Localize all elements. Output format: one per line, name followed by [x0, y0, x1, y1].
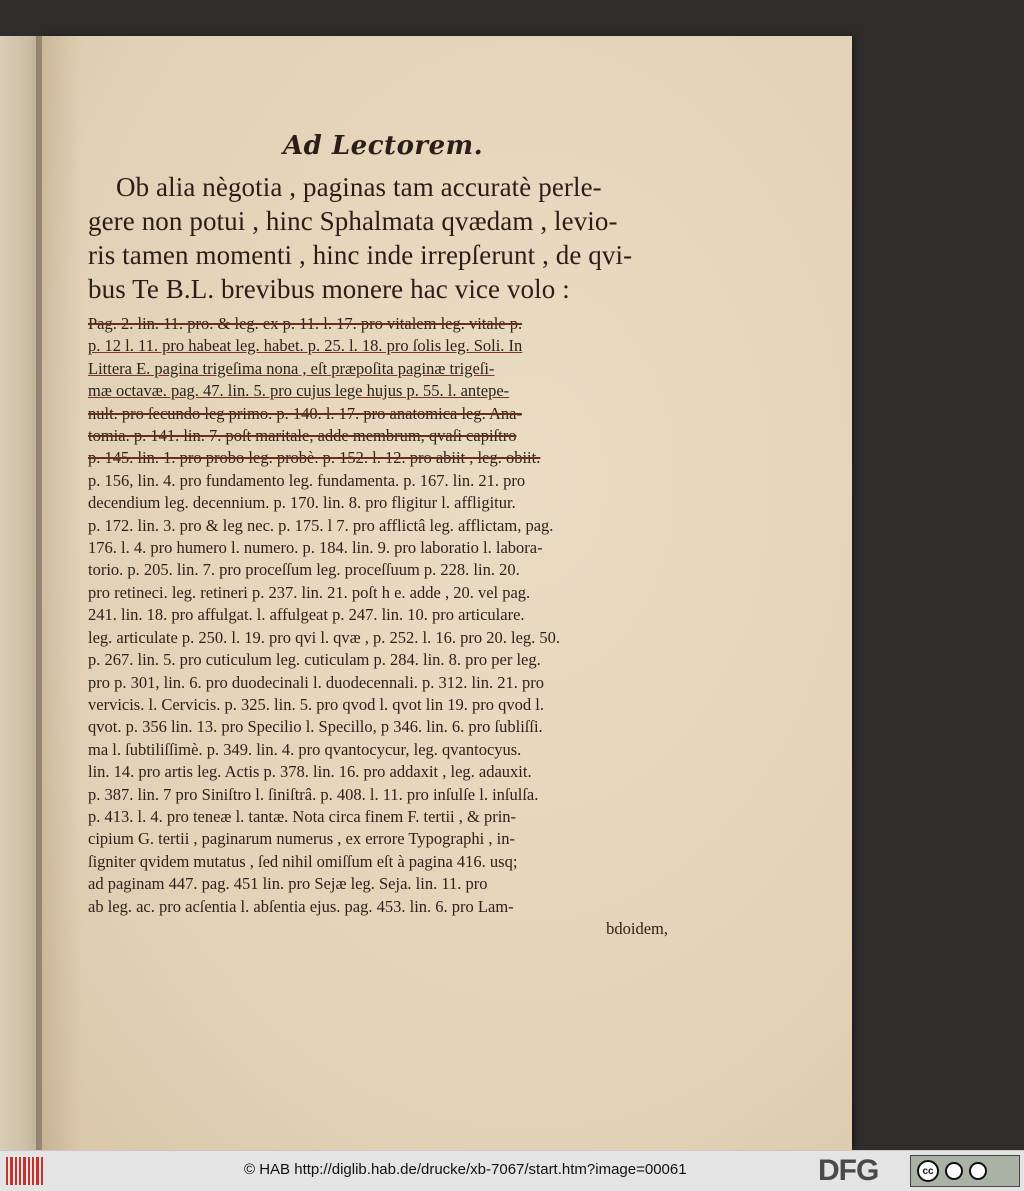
cc-icon: cc: [917, 1160, 939, 1182]
errata-line: nult. pro ſecundo leg primo. p. 140. l. 17. pro anatomica leg. Ana-: [88, 403, 522, 423]
errata-line: Littera E. pagina trigeſima nona , eſt præpoſita paginæ trigeſi-: [88, 358, 495, 378]
errata-line: p. 12 l. 11. pro habeat leg. habet. p. 25. l. 18. pro ſolis leg. Soli. In: [88, 336, 523, 356]
errata-line: p. 156, lin. 4. pro fundamento leg. fundamenta. p. 167. lin. 21. pro: [88, 470, 526, 490]
source-link[interactable]: © HAB http://diglib.hab.de/drucke/xb-7067/start.htm?image=00061: [244, 1161, 687, 1178]
barcode-icon: [6, 1157, 46, 1185]
errata-line: ma l. ſubtiliſſimè. p. 349. lin. 4. pro qvantocycur, leg. qvantocyus.: [88, 739, 522, 759]
sa-icon: [969, 1162, 987, 1180]
errata-line: p. 172. lin. 3. pro & leg nec. p. 175. l 7. pro afflictâ leg. afflictam, pag.: [88, 515, 554, 535]
by-icon: [945, 1162, 963, 1180]
errata-line: leg. articulate p. 250. l. 19. pro qvi l. qvæ , p. 252. l. 16. pro 20. leg. 50.: [88, 627, 561, 647]
errata-line-catchword: bdoidem,: [606, 918, 668, 938]
intro-line: bus Te B.L. brevibus monere hac vice volo :: [88, 274, 570, 304]
errata-line: 241. lin. 18. pro affulgat. l. affulgeat p. 247. lin. 10. pro articulare.: [88, 605, 525, 625]
errata-line: decendium leg. decennium. p. 170. lin. 8. pro fligitur l. affligitur.: [88, 493, 516, 513]
intro-line: gere non potui , hinc Sphalmata qvædam , levio-: [88, 206, 618, 236]
errata-line: p. 387. lin. 7 pro Siniſtro l. ſiniſtrâ. p. 408. l. 11. pro inſulſe l. inſulſa.: [88, 784, 539, 804]
dfg-logo: DFG: [818, 1154, 879, 1187]
page-heading: Ad Lectorem.: [283, 131, 484, 161]
errata-line: mæ octavæ. pag. 47. lin. 5. pro cujus lege hujus p. 55. l. antepe-: [88, 381, 510, 401]
errata-list: [88, 313, 668, 940]
viewer-footer: [0, 1150, 1024, 1191]
errata-line: pro p. 301, lin. 6. pro duodecinali l. duodecennali. p. 312. lin. 21. pro: [88, 672, 544, 692]
errata-line: ad paginam 447. pag. 451 lin. pro Sejæ leg. Seja. lin. 11. pro: [88, 874, 488, 894]
errata-line: lin. 14. pro artis leg. Actis p. 378. lin. 16. pro addaxit , leg. adauxit.: [88, 762, 532, 782]
errata-line: pro retineci. leg. retineri p. 237. lin. 21. poſt h e. adde , 20. vel pag.: [88, 582, 531, 602]
errata-line: p. 267. lin. 5. pro cuticulum leg. cuticulam p. 284. lin. 8. pro per leg.: [88, 650, 541, 670]
intro-paragraph: [88, 170, 670, 306]
intro-line: Ob alia nègotia , paginas tam accuratè perle-: [116, 172, 602, 202]
intro-line: ris tamen momenti , hinc inde irrepſerunt , de qvi-: [88, 240, 633, 270]
errata-line: p. 145. lin. 1. pro probo leg. probè. p. 152. l. 12. pro abiit , leg. obiit.: [88, 448, 541, 468]
errata-line: tomia. p. 141. lin. 7. poſt maritale, adde membrum, qvaſi capiſtro: [88, 426, 517, 446]
errata-line: ab leg. ac. pro acſentia l. abſentia ejus. pag. 453. lin. 6. pro Lam-: [88, 896, 514, 916]
errata-line: ſigniter qvidem mutatus , ſed nihil omiſſum eſt à pagina 416. usq;: [88, 851, 518, 871]
errata-line: cipium G. tertii , paginarum numerus , ex errore Typographi , in-: [88, 829, 515, 849]
cc-license-badge[interactable]: [910, 1155, 1020, 1187]
errata-line: Pag. 2. lin. 11. pro. & leg. ex p. 11. l. 17. pro vitalem leg. vitale p.: [88, 314, 523, 333]
errata-line: 176. l. 4. pro humero l. numero. p. 184. lin. 9. pro laboratio l. labora-: [88, 538, 543, 558]
errata-line: qvot. p. 356 lin. 13. pro Specilio l. Specillo, p 346. lin. 6. pro ſubliſſi.: [88, 717, 543, 737]
errata-line: p. 413. l. 4. pro teneæ l. tantæ. Nota circa finem F. tertii , & prin-: [88, 806, 517, 826]
errata-line: vervicis. l. Cervicis. p. 325. lin. 5. pro qvod l. qvot lin 19. pro qvod l.: [88, 694, 545, 714]
errata-line: torio. p. 205. lin. 7. pro proceſſum leg. proceſſuum p. 228. lin. 20.: [88, 560, 520, 580]
